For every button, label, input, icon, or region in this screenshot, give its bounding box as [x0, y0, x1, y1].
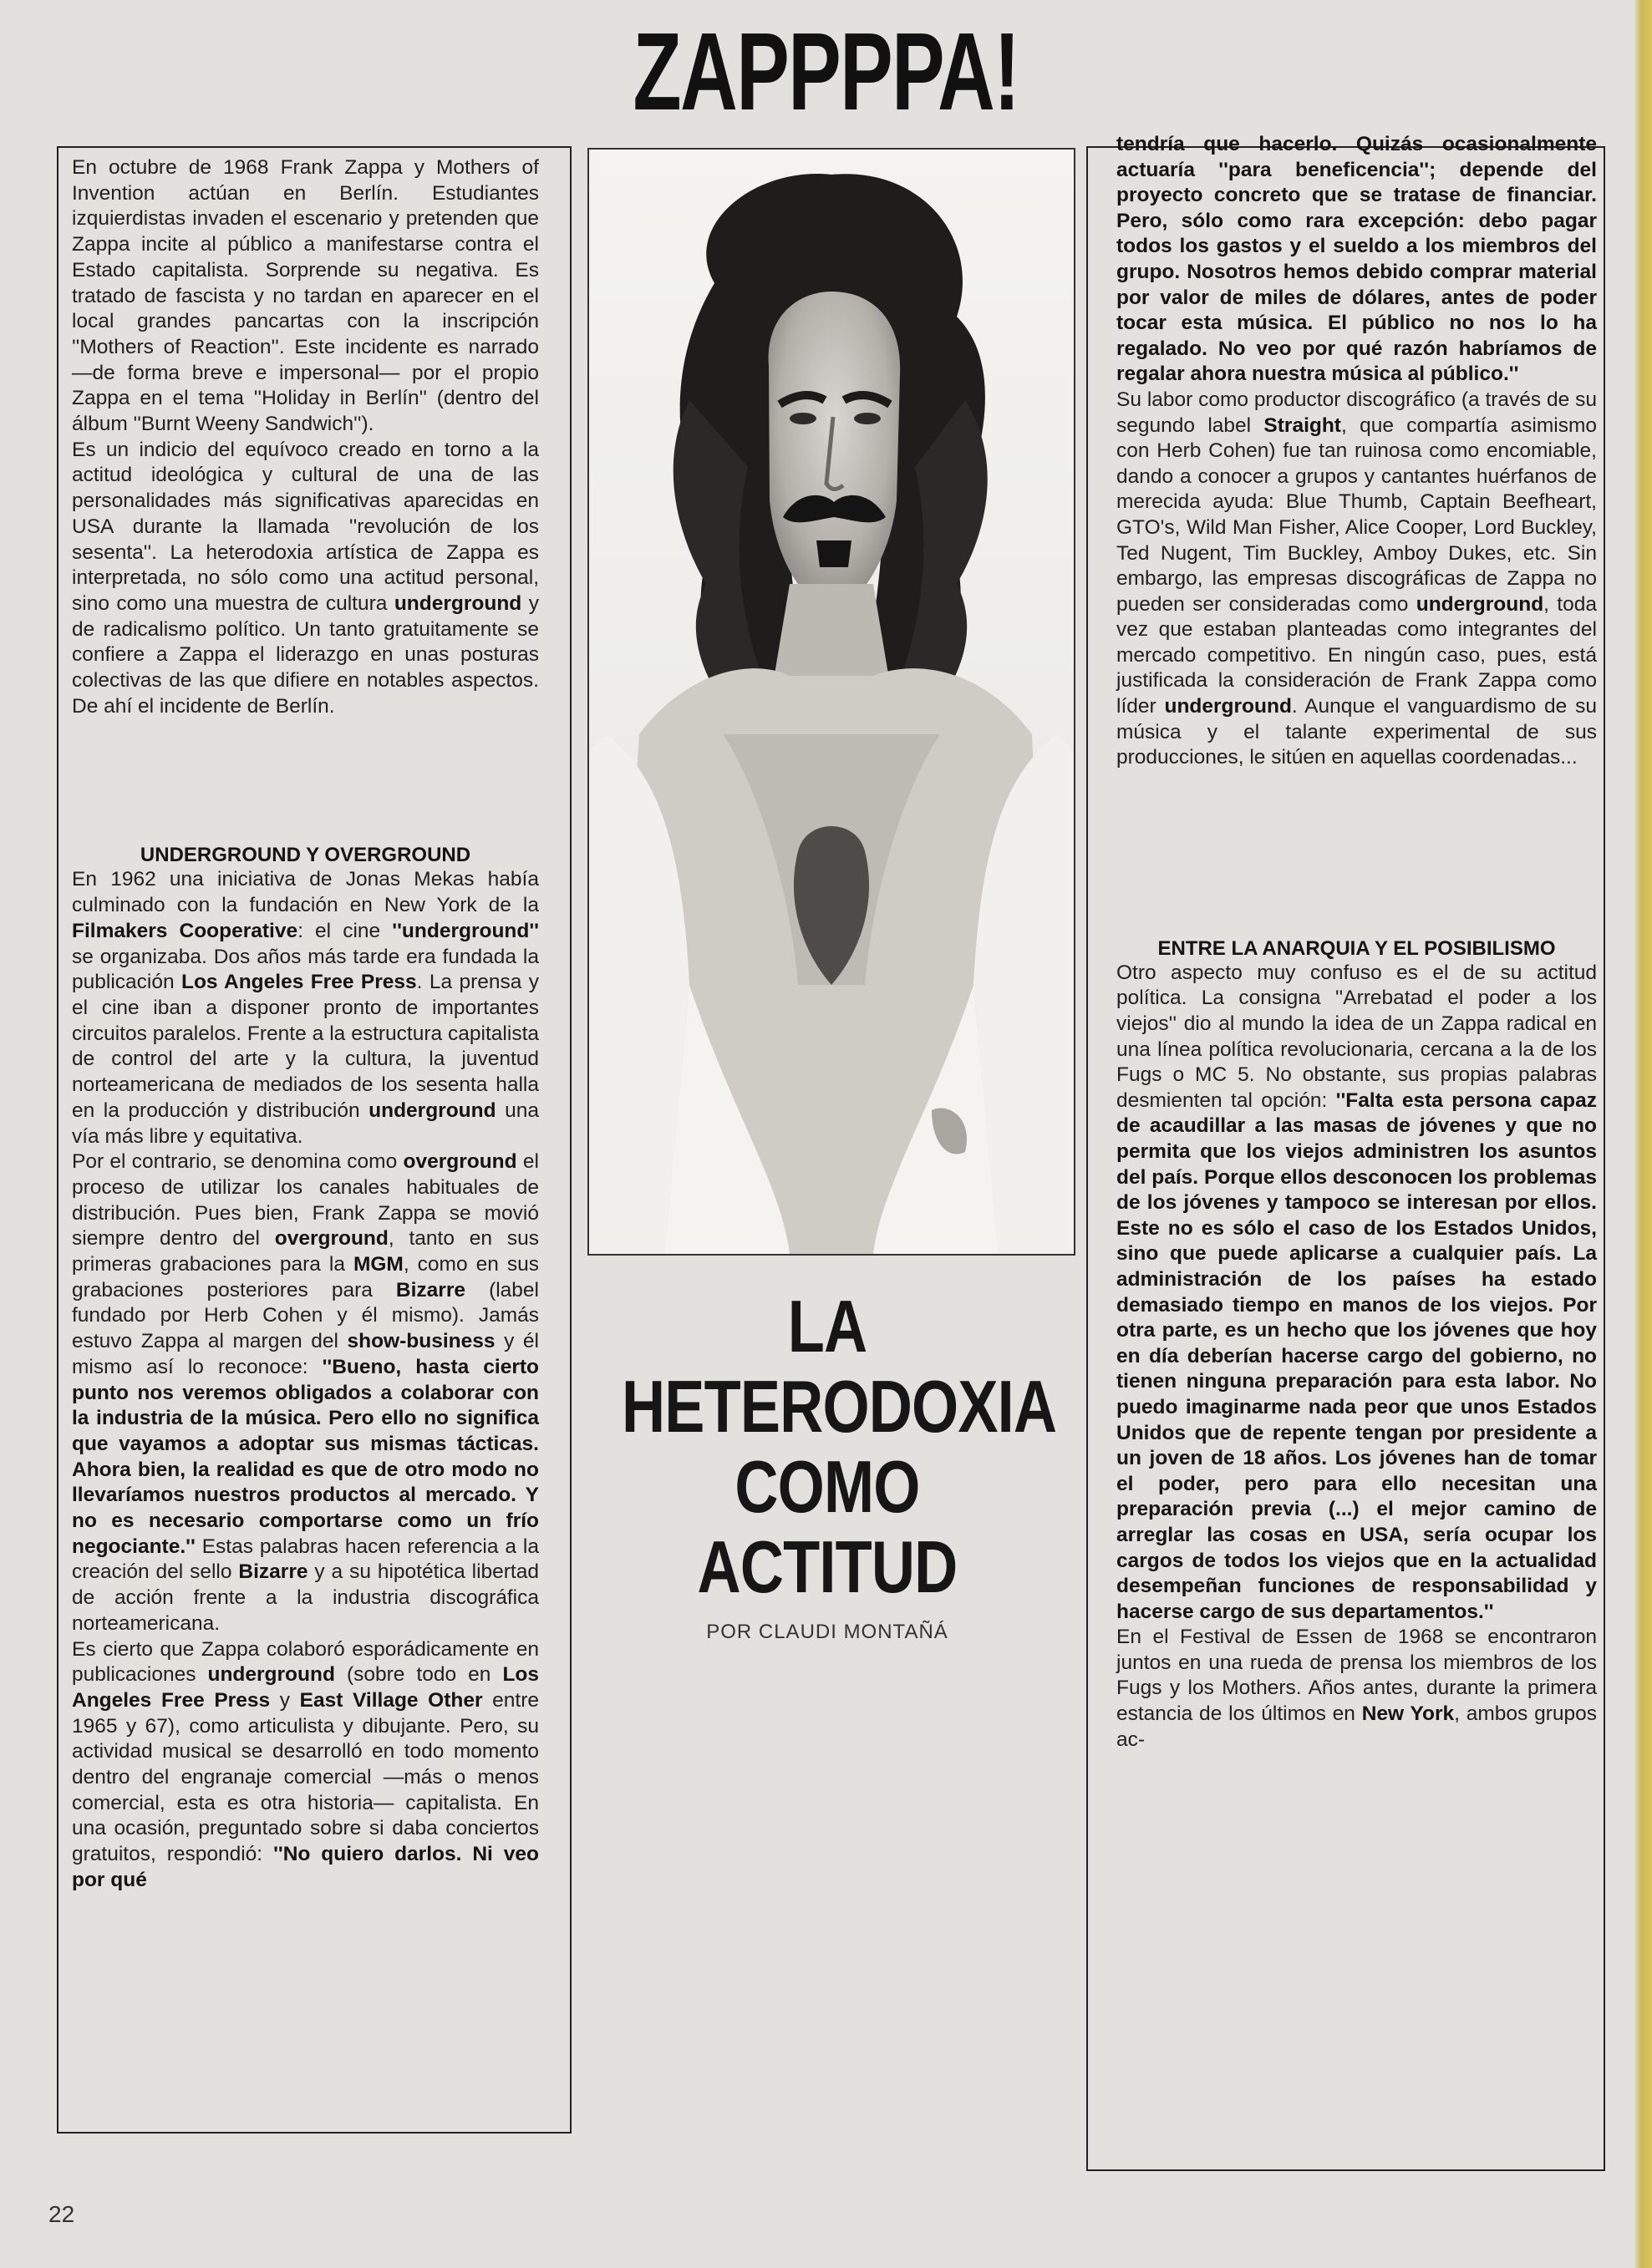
- left-paragraph-2: Es un indicio del equívoco creado en torno a la actitud ideológica y cultural de una de las personalidades más significativas aparecidas en USA durante la llamada ''revolución de los sesenta''. La heterodoxia artística de Zappa es interpretada, no sólo como una actitud personal, sino como una muestra de cultura underground y de radicalismo político. Un tanto gratuitamente se confiere a Zappa el liderazgo en unas posturas colectivas de las que difiere en notables aspectos. De ahí el incidente de Berlín.: [72, 438, 539, 718]
- headline-line-1: LA: [787, 1285, 867, 1367]
- article-headline: [577, 1286, 1078, 1607]
- left-paragraph-3: En 1962 una iniciativa de Jonas Mekas había culminado con la fundación en New York de la Filmakers Cooperative: el cine ''underground'' se organizaba. Dos años más tarde era fundada la publicación Los Angeles Free Press. La prensa y el cine iban a disponer pronto de importantes circuitos paralelos. Frente a la estructura capitalista de control del arte y la cultura, la juventud norteamericana de mediados de los sesenta halla en la producción y distribución underground una vía más libre y equitativa.: [72, 868, 540, 1148]
- right-paragraph-2: Otro aspecto muy confuso es el de su actitud política. La consigna ''Arrebatad el poder a los viejos'' dio al mundo la idea de un Zappa radical en una línea política revolucionaria, cercana a la de los Fugs o MC 5. No obstante, sus propias palabras desmienten tal opción: ''Falta esta persona capaz de acaudillar a las masas de jóvenes y que no permita que los viejos administren los asuntos del país. Porque ellos desconocen los problemas de los jóvenes y tampoco se interesan por ellos. Este no es sólo el caso de los Estados Unidos, sino que puede aplicarse a cualquier país. La administración de los países ha estado demasiado tiempo en manos de los viejos. Por otra parte, es un hecho que los jóvenes que hoy en día deberían hacerse cargo del gobierno, no tienen ninguna preparación para esta labor. No puedo imaginarme nada peor que unos Estados Unidos que de repente tengan por presidente a un joven de 18 años. Los jóvenes han de tomar el poder, pero para ello necesitan una preparación previa (...) el mejor camino de arreglar las cosas en USA, sería ocupar los cargos de todos los viejos que en la actualidad desempeñan funciones de responsabilidad y hacerse cargo de sus departamentos.'': [1116, 961, 1597, 1623]
- right-paragraph-3: En el Festival de Essen de 1968 se encontraron juntos en una rueda de prensa los miembros de los Fugs y los Mothers. Años antes, durante la primera estancia de los últimos en New York, ambos grupos ac-: [1116, 1626, 1597, 1751]
- right-column: [1116, 132, 1597, 1753]
- byline: POR CLAUDI MONTAÑÁ: [706, 1621, 948, 1643]
- portrait-illustration: [589, 150, 1074, 1254]
- subheading-anarquia: ENTRE LA ANARQUIA Y EL POSIBILISMO: [1157, 936, 1556, 960]
- right-quote-continuation: tendría que hacerlo. Quizás ocasionalmente actuaría ''para beneficencia''; depende del proyecto concreto que se tratase de financiar. Pero, sólo como rara excepción: debo pagar todos los gastos y el sueldo a los miembros del grupo. Nosotros hemos debido comprar material por valor de miles de dólares, antes de poder tocar esta música. El público no nos lo ha regalado. No veo por qué razón habríamos de regalar ahora nuestra música al público.'': [1116, 133, 1597, 386]
- left-paragraph-1: En octubre de 1968 Frank Zappa y Mothers of Invention actúan en Berlín. Estudiantes izquierdistas invaden el escenario y pretenden que Zappa incite al público a manifestarse contra el Estado capitalista. Sorprende su negativa. Es tratado de fascista y no tardan en aparecer en el local grandes pancartas con la inscripción ''Mothers of Reaction''. Este incidente es narrado —de forma breve e impersonal— por el propio Zappa en el tema ''Holiday in Berlín'' (dentro del álbum ''Burnt Weeny Sandwich'').: [72, 156, 539, 436]
- page-number: 22: [48, 2201, 75, 2227]
- right-paragraph-1: Su labor como productor discográfico (a través de su segundo label Straight, que compartía asimismo con Herb Cohen) fue tan ruinosa como encomiable, dando a conocer a grupos y cantantes huérfanos de merecida ayuda: Blue Thumb, Captain Beefheart, GTO's, Wild Man Fisher, Alice Cooper, Lord Buckley, Ted Nugent, Tim Buckley, Amboy Dukes, etc. Sin embargo, las empresas discográficas de Zappa no pueden ser consideradas como underground, toda vez que estaban planteadas como integrantes del mercado competitivo. En ningún caso, pues, está justificada la consideración de Frank Zappa como líder underground. Aunque el vanguardismo de su música y el talante experimental de sus producciones, le sitúen en aquellas coordenadas...: [1116, 388, 1598, 769]
- left-column: [72, 155, 539, 1894]
- masthead-title: ZAPPPPA!: [633, 10, 1019, 133]
- left-paragraph-5: Es cierto que Zappa colaboró esporádicamente en publicaciones underground (sobre todo en Los Angeles Free Press y East Village Other entre 1965 y 67), como articulista y dibujante. Pero, su actividad musical se desarrolló en todo momento dentro del engranaje comercial —más o menos comercial, esta es otra historia— capitalista. En una ocasión, preguntado sobre si daba conciertos gratuitos, respondió: ''No quiero darlos. Ni veo por qué: [72, 1637, 540, 1891]
- headline-line-2: HETERODOXIA: [622, 1365, 1057, 1448]
- left-paragraph-4: Por el contrario, se denomina como overground el proceso de utilizar los canales habituales de distribución. Pues bien, Frank Zappa se movió siempre dentro del overground, tanto en sus primeras grabaciones para la MGM, como en sus grabaciones posteriores para Bizarre (label fundado por Herb Cohen y él mismo). Jamás estuvo Zappa al margen del show-business y él mismo así lo reconoce: ''Bueno, hasta cierto punto nos veremos obligados a colaborar con la industria de la música. Pero ello no significa que vayamos a adoptar sus mismas tácticas. Ahora bien, la realidad es que de otro modo no llevaríamos nuestros productos al mercado. Y no es necesario comportarse como un frío negociante.'' Estas palabras hacen referencia a la creación del sello Bizarre y a su hipotética libertad de acción frente a la industria discográfica norteamericana.: [72, 1150, 539, 1635]
- headline-line-3: COMO: [735, 1445, 920, 1528]
- portrait-photo: [587, 148, 1075, 1256]
- page-edge: [1634, 0, 1652, 2268]
- headline-line-4: ACTITUD: [697, 1525, 958, 1608]
- subheading-underground: UNDERGROUND Y OVERGROUND: [140, 844, 471, 867]
